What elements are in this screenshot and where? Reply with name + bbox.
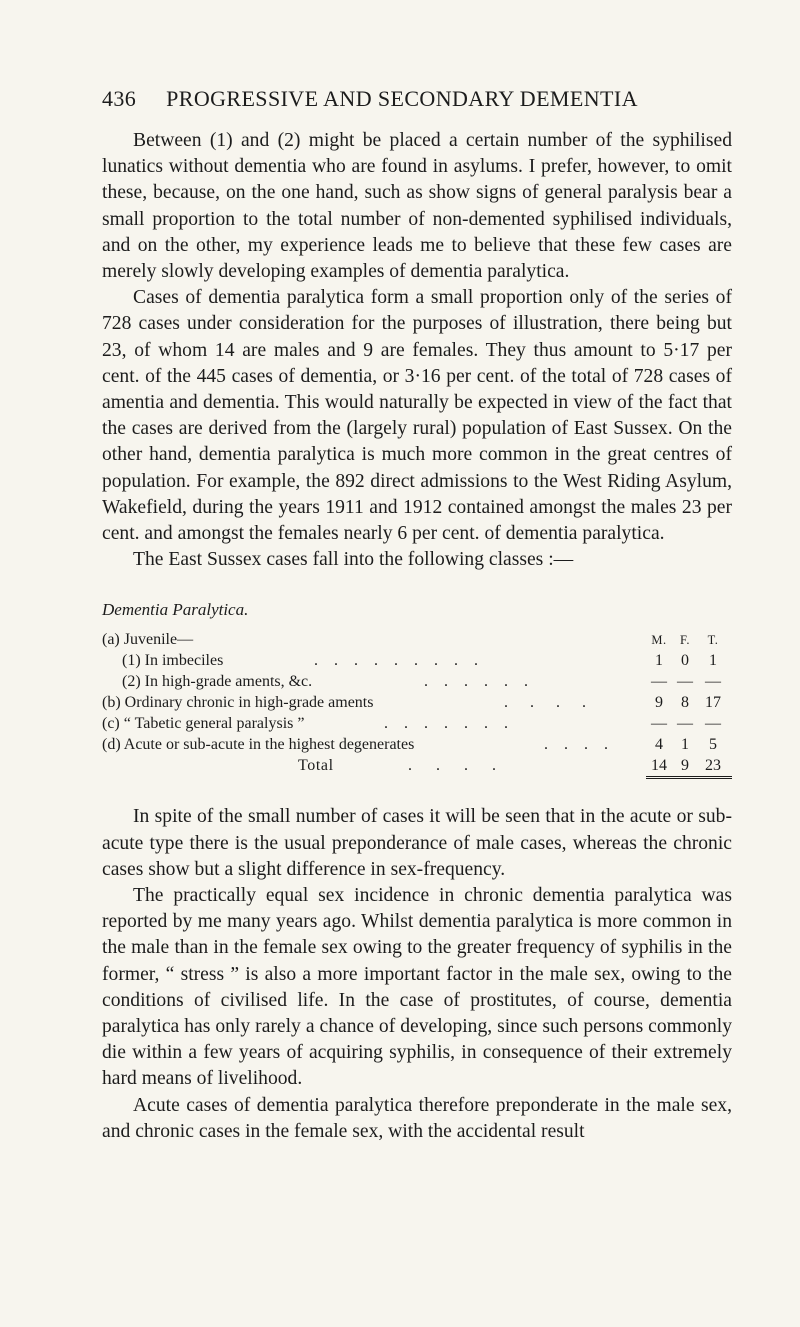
paragraph: Between (1) and (2) might be placed a certain number of the syphilised lunatics without dementia who are found in asylums. I prefer, however, to omit these, because, on the one hand, such as show signs of general paralysis bear a small proportion to the total number of non-demented syphilised individuals, and on the other, my experience leads me to believe that these few cases are merely slowly developing examples of dementia paralytica. bbox=[102, 130, 732, 283]
leader-dots: . . . . bbox=[544, 736, 614, 754]
running-title: PROGRESSIVE AND SECONDARY DEMENTIA bbox=[166, 86, 638, 111]
row-values bbox=[646, 692, 732, 713]
value-t: — bbox=[705, 673, 721, 691]
value-t: 5 bbox=[709, 736, 717, 754]
value-m: 9 bbox=[655, 694, 663, 712]
value-m: — bbox=[651, 673, 667, 691]
page-number: 436 bbox=[102, 86, 137, 111]
value-m: — bbox=[651, 715, 667, 733]
paragraph: The East Sussex cases fall into the following classes :— bbox=[133, 549, 574, 571]
table-row bbox=[102, 650, 732, 671]
total-m: 14 bbox=[651, 757, 667, 775]
dementia-paralytica-table bbox=[102, 599, 732, 776]
table-row bbox=[102, 629, 732, 650]
row-label: (b) Ordinary chronic in high-grade aments bbox=[102, 694, 374, 712]
total-t: 23 bbox=[705, 757, 721, 775]
total-label: Total bbox=[298, 757, 334, 775]
leader-dots: . . . . . . bbox=[424, 673, 534, 691]
row-label: (1) In imbeciles bbox=[122, 652, 224, 670]
column-header-m: M. bbox=[651, 633, 667, 648]
table-row bbox=[102, 713, 732, 734]
value-m: 1 bbox=[655, 652, 663, 670]
row-values bbox=[646, 713, 732, 734]
value-t: — bbox=[705, 715, 721, 733]
value-t: 1 bbox=[709, 652, 717, 670]
paragraph: The practically equal sex incidence in chronic dementia paralytica was reported by me many years ago. Whilst dementia paralytica is more common in the male than in the female sex owing to the greater frequency of syphilis in the former, “ stress ” is also a more important factor in the male sex, owing to the conditions of civilised life. In the case of prostitutes, of course, dementia paralytica has only rarely a chance of developing, since such persons commonly die within a few years of acquiring syphilis, in consequence of their extremely hard means of livelihood. bbox=[102, 885, 732, 1090]
row-label: (d) Acute or sub-acute in the highest degenerates bbox=[102, 736, 415, 754]
value-m: 4 bbox=[655, 736, 663, 754]
value-f: — bbox=[677, 715, 693, 733]
value-f: 0 bbox=[681, 652, 689, 670]
column-header-f: F. bbox=[679, 633, 691, 648]
column-headers bbox=[646, 629, 732, 651]
row-label: (a) Juvenile— bbox=[102, 631, 194, 649]
text-continued bbox=[102, 804, 732, 1145]
table-title: Dementia Paralytica. bbox=[102, 600, 249, 620]
column-header-t: T. bbox=[707, 633, 719, 648]
leader-dots: . . . . bbox=[504, 694, 595, 712]
leader-dots: . . . . bbox=[408, 757, 506, 775]
total-values bbox=[646, 755, 732, 779]
paragraph: In spite of the small number of cases it will be seen that in the acute or sub-acute type there is the usual preponderance of male cases, whereas the chronic cases show but a slight difference in sex-frequency. bbox=[102, 806, 732, 880]
row-label: (c) “ Tabetic general paralysis ” bbox=[102, 715, 305, 733]
table-row bbox=[102, 692, 732, 713]
row-values bbox=[646, 734, 732, 755]
leader-dots: . . . . . . . . . bbox=[314, 652, 484, 670]
value-f: — bbox=[677, 673, 693, 691]
total-row bbox=[102, 755, 732, 776]
value-f: 8 bbox=[681, 694, 689, 712]
total-f: 9 bbox=[681, 757, 689, 775]
row-values bbox=[646, 650, 732, 671]
value-t: 17 bbox=[705, 694, 721, 712]
table-row bbox=[102, 734, 732, 755]
row-label: (2) In high-grade aments, &c. bbox=[122, 673, 313, 691]
running-header bbox=[102, 86, 732, 112]
paragraph: Cases of dementia paralytica form a small proportion only of the series of 728 cases under consideration for the purposes of illustration, there being but 23, of whom 14 are males and 9 are females. They thus amount to 5·17 per cent. of the 445 cases of dementia, or 3·16 per cent. of the total of 728 cases of amentia and dementia. This would naturally be expected in view of the fact that the cases are derived from the (largely rural) population of East Sussex. On the other hand, dementia paralytica is much more common in the great centres of population. For example, the 892 direct admissions to the West Riding Asylum, Wakefield, during the years 1911 and 1912 contained amongst the males 23 per cent. and amongst the females nearly 6 per cent. of dementia paralytica. bbox=[102, 287, 732, 545]
paragraph: Acute cases of dementia paralytica therefore preponderate in the male sex, and chronic cases in the female sex, with the accidental result bbox=[102, 1094, 732, 1142]
book-page bbox=[102, 86, 732, 1145]
row-values bbox=[646, 671, 732, 692]
table-row bbox=[102, 671, 732, 692]
leader-dots: . . . . . . . bbox=[384, 715, 514, 733]
value-f: 1 bbox=[681, 736, 689, 754]
